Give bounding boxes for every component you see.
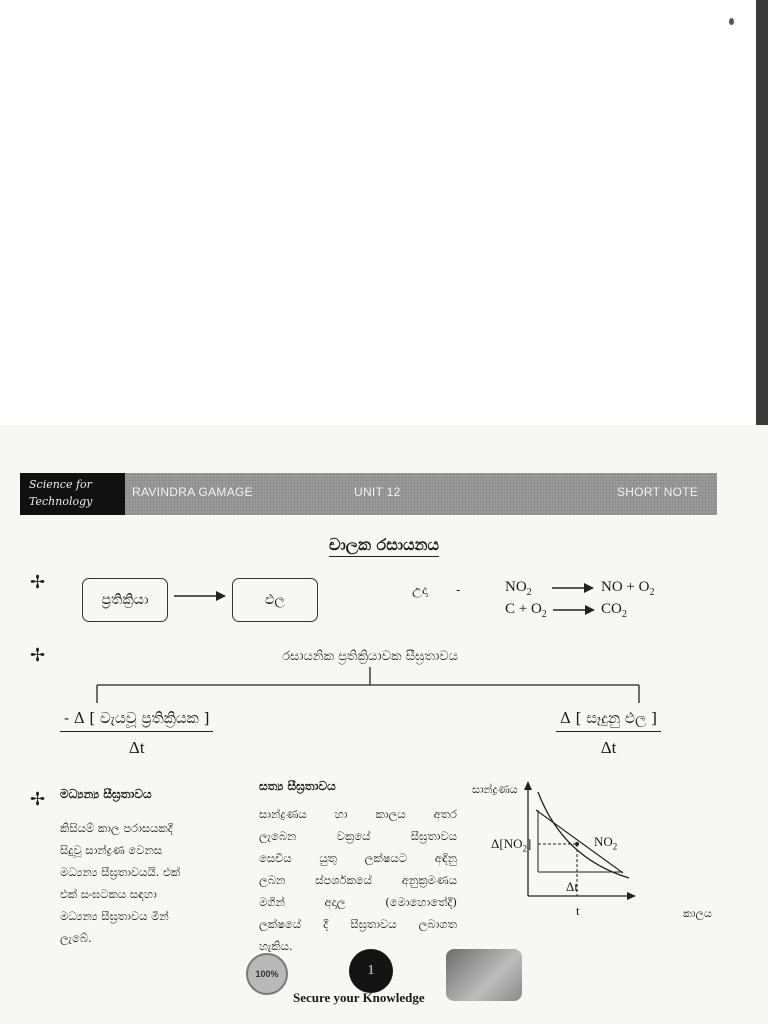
bullet-icon: ✢ (30, 572, 46, 593)
delta-concentration-label: $\Delta[NO_2]$ (491, 836, 532, 854)
bullet-icon: ✢ (30, 645, 46, 666)
reactant-rate-expression (60, 709, 213, 758)
equation-1-right: NO + $O_2$ (601, 579, 655, 598)
equation-2-left: $C + O_2$ (505, 601, 547, 620)
reaction-arrow-icon (551, 603, 597, 617)
page-title: චාලක රසායනය (0, 535, 768, 555)
unit-label: UNIT 12 (354, 485, 401, 499)
footer-tagline: Secure your Knowledge (293, 990, 425, 1005)
flow-arrow-icon (172, 589, 228, 603)
brand-line-2: Technology (29, 495, 93, 508)
page-number: 1 (349, 949, 393, 993)
scan-edge-shadow (756, 0, 768, 425)
footer-decoration-image (446, 949, 522, 1001)
average-rate-text: කිසියම් කාල පරාසයකදී සිදුවූ සාන්ද්‍රණ වෙනස මධ්‍යන්‍ය සීඝ්‍රතාවයයි. එක් එක් සංඝටකය සඳහා මධ්‍යන්‍ය සීඝ්‍රතාවය මීන් ලැබේ. (60, 821, 181, 945)
reactant-box: ප්‍රතික්‍රියා (82, 578, 168, 622)
product-rate-denominator: Δt (600, 738, 617, 757)
example-dash: - (456, 583, 461, 598)
note-page (0, 425, 768, 1024)
brand-line-1: Science for (29, 478, 92, 491)
reactant-rate-denominator: Δt (128, 738, 145, 757)
time-point-label: t (576, 903, 580, 918)
curve-label: $NO_2$ (594, 834, 618, 852)
equation-1-left: $NO_2$ (505, 579, 532, 598)
author-name: RAVINDRA GAMAGE (132, 485, 253, 499)
scan-speck (729, 18, 734, 25)
graph-y-axis-label: සාන්ද්‍රණය (472, 783, 518, 796)
example-label: උදා (412, 583, 428, 598)
equation-2-right: $CO_2$ (601, 601, 627, 620)
product-box: ඵල (232, 578, 318, 622)
guarantee-badge: 100% (246, 953, 288, 995)
bullet-icon: ✢ (30, 789, 46, 810)
product-rate-expression (556, 709, 661, 758)
graph-x-axis-label: කාලය (683, 907, 712, 920)
average-rate-heading: මධ්‍යන්‍ය සීඝ්‍රතාවය (60, 787, 152, 801)
product-rate-numerator: Δ [ සෑදුනු ඵල ] (556, 709, 661, 732)
brand-logo (20, 473, 125, 515)
delta-t-label: Δt (566, 879, 578, 894)
rate-title: රසායනික ප්‍රතික්‍රියාවක සීඝ්‍රතාවය (282, 649, 458, 664)
header-bar (20, 473, 717, 515)
instant-rate-text: සාන්ද්‍රණය හා කාලය අතර ලැබෙන වක්‍රයේ සීඝ්‍රතාවය සෙවිය යුතු ලක්ෂයට අඳිනු ලබන ස්පර්ශකයේ අනුක්‍රමණය මගින් අදාල (මොහොතේදී) ලක්ෂයේ දී සීඝ්‍රතාවය ලබාගත හැකිය. (259, 807, 457, 953)
reactant-rate-numerator: - Δ [ වැයවූ ප්‍රතික්‍රියක ] (60, 709, 213, 732)
reaction-arrow-icon (550, 581, 596, 595)
rate-bracket (0, 665, 768, 705)
note-type: SHORT NOTE (617, 485, 699, 499)
blank-scan-area (0, 0, 768, 425)
instant-rate-heading: සත්‍ය සීඝ්‍රතාවය (259, 779, 336, 793)
